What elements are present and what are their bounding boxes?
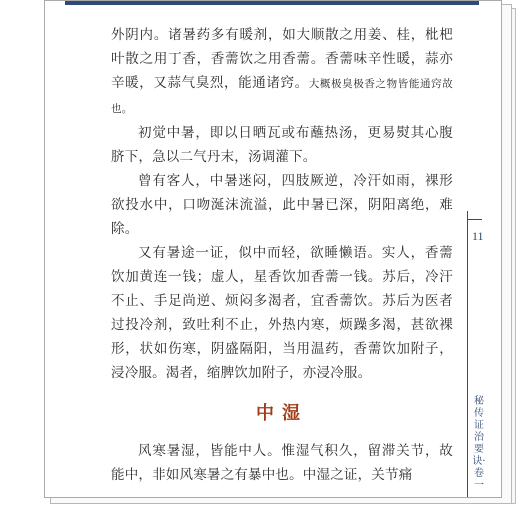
paragraph-text: 外阴内。诸暑药多有暖剂，如大顺散之用姜、桂，枇杷叶散之用丁香，香薷饮之用香薷。香薷味辛性暖，蒜亦辛暖，又蒜气臭烈，能通诸窍。: [111, 27, 453, 91]
paragraph-3: 曾有客人，中暑迷闷，四肢厥逆，冷汗如雨，裸形欲投水中，口吻涎沫流溢，此中暑已深，阴阳离绝，难除。: [111, 173, 453, 237]
page-number: 11: [472, 229, 484, 243]
paragraph-2: 初觉中暑，即以日晒瓦或布蘸热汤，更易熨其心腹脐下，急以二气丹末，汤调灌下。: [111, 125, 453, 165]
section-paragraph: 风寒暑湿，皆能中人。惟湿气积久，留滞关节，故能中，非如风寒暑之有暴中也。中湿之证，关节痛: [111, 443, 453, 483]
running-head: 秘传证治要诀·卷一: [472, 396, 486, 491]
small-annotation: 大概极臭极香之物皆能通窍故也。: [111, 78, 453, 115]
paragraph-4: 又有暑途一证，似中而轻，欲睡懒语。实人，香薷饮加黄连一钱；虚人，星香饮加香薷一钱。苏后，冷汗不止、手足尚逆、烦闷多渴者，宜香薷饮。苏后为医者过投冷剂，致吐利不止，外热内寒，烦躁多渴，甚欲裸形，状如伤寒，阴盛隔阳，当用温药，香薷饮加附子，浸冷服。渴者，缩脾饮加附子，亦浸冷服。: [111, 245, 453, 381]
side-margin: [467, 211, 486, 498]
paragraph-1: [111, 23, 453, 121]
book-pages: [44, 0, 514, 505]
top-border: [65, 1, 479, 5]
page-body: [111, 23, 453, 487]
book-page: [44, 0, 502, 498]
divider: [468, 219, 482, 220]
section-heading: 中湿: [256, 403, 308, 424]
